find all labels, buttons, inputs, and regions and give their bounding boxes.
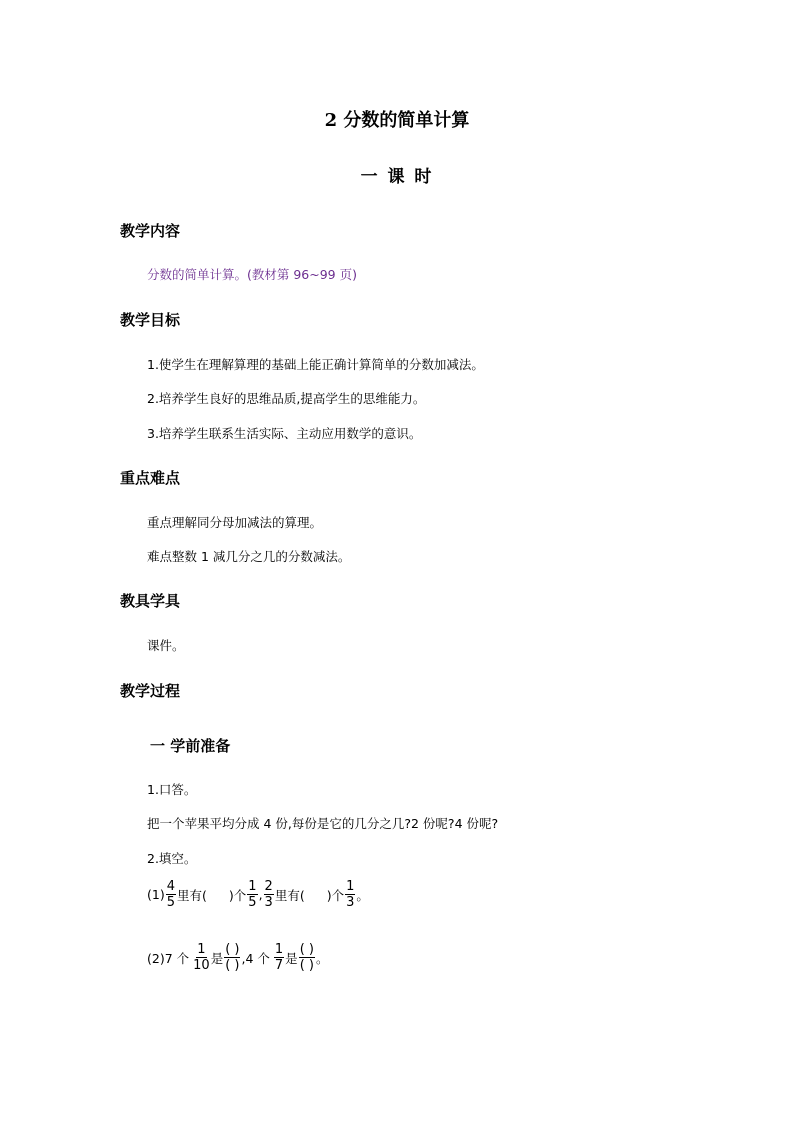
heading-process: 教学过程 — [120, 682, 181, 700]
line2-prefix: (2)7 个 — [147, 950, 190, 966]
question-1-text: 把一个苹果平均分成 4 份,每份是它的几分之几?2 份呢?4 份呢? — [147, 816, 499, 831]
line2-text-1: 是 — [210, 950, 224, 966]
document-title: 2 分数的简单计算 — [324, 110, 470, 131]
fraction-4-5: $\frac{4}{5}$ — [166, 879, 175, 910]
key-point-item: 重点理解同分母加减法的算理。 — [147, 515, 323, 530]
content-text: 分数的简单计算。(教材第 96~99 页) — [147, 267, 357, 282]
tools-text: 课件。 — [147, 638, 185, 653]
prep-heading: 一 学前准备 — [150, 737, 231, 755]
line2-end: 。 — [315, 950, 329, 966]
heading-goals: 教学目标 — [120, 311, 181, 329]
goal-item-2: 2.培养学生良好的思维品质,提高学生的思维能力。 — [147, 391, 426, 406]
blank-fraction-1[interactable]: $\frac{( )}{( )}$ — [225, 942, 240, 973]
difficulty-item: 难点整数 1 减几分之几的分数减法。 — [147, 549, 351, 564]
goal-item-1: 1.使学生在理解算理的基础上能正确计算简单的分数加减法。 — [147, 357, 484, 372]
heading-content: 教学内容 — [120, 222, 181, 240]
line1-text-4: )个 — [326, 887, 345, 903]
fill-line-2 — [147, 943, 328, 972]
fraction-1-7: $\frac{1}{7}$ — [274, 942, 284, 973]
line1-text-2: )个 — [228, 887, 247, 903]
fill-line-1 — [147, 880, 369, 909]
lesson-subtitle: 一 课 时 — [360, 167, 434, 187]
line1-end: 。 — [356, 887, 369, 903]
heading-key-points: 重点难点 — [120, 469, 181, 487]
line1-prefix: (1) — [147, 887, 165, 902]
line1-separator: , — [258, 887, 263, 902]
fraction-1-3: $\frac{1}{3}$ — [346, 879, 355, 910]
line2-text-3: 是 — [285, 950, 298, 966]
fraction-1-10: $\frac{1}{10}$ — [193, 942, 210, 973]
blank-fraction-2[interactable]: $\frac{( )}{( )}$ — [299, 942, 314, 973]
line2-text-2: ,4 个 — [241, 950, 270, 966]
fraction-2-3: $\frac{2}{3}$ — [264, 879, 273, 910]
line1-text-3: 里有( — [274, 887, 305, 903]
question-2-label: 2.填空。 — [147, 851, 197, 866]
line1-text-1: 里有( — [177, 887, 207, 903]
question-1-label: 1.口答。 — [147, 782, 197, 797]
heading-tools: 教具学具 — [120, 592, 181, 610]
goal-item-3: 3.培养学生联系生活实际、主动应用数学的意识。 — [147, 426, 422, 441]
fraction-1-5: $\frac{1}{5}$ — [248, 879, 257, 910]
